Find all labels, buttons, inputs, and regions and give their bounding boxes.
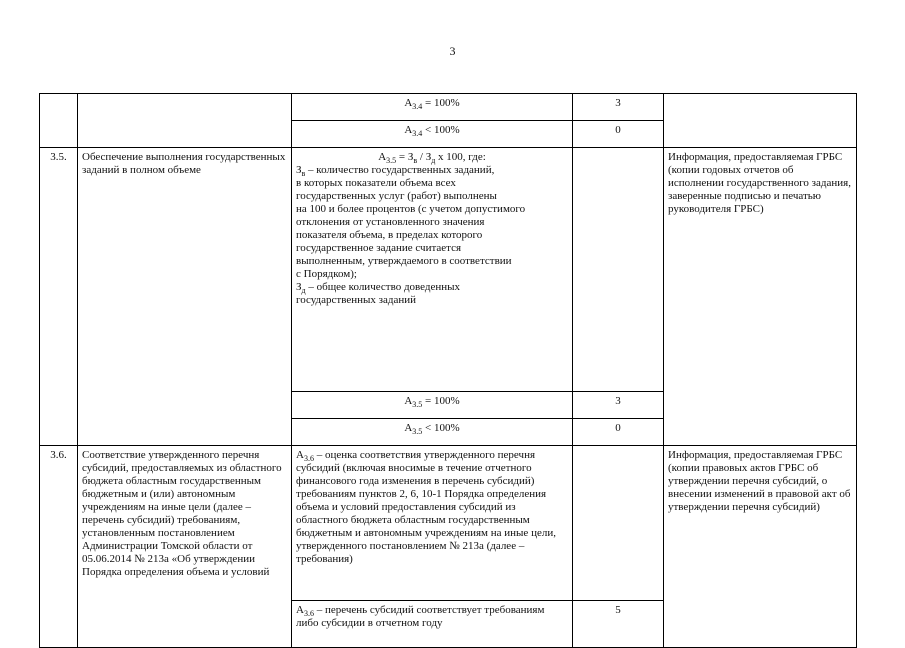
score-cell (573, 148, 664, 392)
score-cell: 3 (573, 392, 664, 419)
score-cell: 0 (573, 121, 664, 148)
source-cell: Информация, предоставляемая ГРБС (копии правовых актов ГРБС об утверждении перечня субсидий, о внесении изменений в правовой акт об утверждении перечня субсидий) (664, 446, 857, 648)
description-line: государственное задание считается (296, 242, 462, 254)
row-number-cell: 3.6. (40, 446, 78, 648)
formula-cell: $А_{3.6}$ – перечень субсидий соответствует требованиям либо субсидии в отчетном году (292, 601, 573, 648)
indicator-name-cell: Соответствие утвержденного перечня субсидий, предоставляемых из областного бюджета областным государственным бюджетным и (или) автономным учреждениям на иные цели (далее – перечень субсидий) требованиям, установленным постановлением Администрации Томской области от 05.06.2014 № 213а «Об утверждении Порядка определения объема и условий (78, 446, 292, 648)
formula-cell: $А_{3.5} = 100\%$ (292, 392, 573, 419)
description-line: показателя объема, в пределах которого (296, 229, 483, 241)
page-number: 3 (449, 44, 456, 58)
score-cell (573, 446, 664, 601)
formula-cell: $А_{3.5} < 100\%$ (292, 419, 573, 446)
table-row (40, 148, 857, 392)
table-row (40, 446, 857, 601)
formula-text: $А_{3.5} = З_в / З_д$ х 100, где: (378, 151, 486, 166)
formula-cell: $А_{3.4} = 100\%$ (292, 94, 573, 121)
description-line: отклонения от установленного значения (296, 216, 485, 228)
description-line: государственных услуг (работ) выполнены (296, 190, 497, 202)
description-line: выполненным, утверждаемого в соответствии (296, 255, 512, 267)
description-line: $З_в$ – количество государственных заданий, (296, 164, 495, 179)
row-number-cell: 3.5. (40, 148, 78, 446)
table-row (40, 94, 857, 121)
description-line: $З_д$ – общее количество доведенных (296, 281, 461, 296)
description-line: государственных заданий (296, 294, 417, 306)
description-line: в которых показатели объема всех (296, 177, 456, 189)
criteria-table (39, 93, 857, 648)
source-cell (664, 94, 857, 148)
description-line: с Порядком); (296, 268, 357, 280)
score-cell: 5 (573, 601, 664, 648)
indicator-name-cell (78, 94, 292, 148)
description-line: на 100 и более процентов (с учетом допустимого (296, 203, 526, 215)
indicator-name-cell: Обеспечение выполнения государственных заданий в полном объеме (78, 148, 292, 446)
score-cell: 0 (573, 419, 664, 446)
source-cell: Информация, предоставляемая ГРБС (копии годовых отчетов об исполнении государственного задания, заверенные подписью и печатью руководителя ГРБС) (664, 148, 857, 446)
formula-description-cell: $А_{3.6}$ – оценка соответствия утвержденного перечня субсидий (включая вносимые в течение отчетного финансового года изменения в перечень субсидий) требованиям пунктов 2, 6, 10-1 Порядка определения объема и условий предоставления субсидий из областного бюджета областным государственным бюджетным и автономным учреждениям на иные цели, утвержденного постановлением № 213а (далее – требования) (292, 446, 573, 601)
score-cell: 3 (573, 94, 664, 121)
formula-description-cell (292, 148, 573, 392)
row-number-cell (40, 94, 78, 148)
formula-cell: $А_{3.4} < 100\%$ (292, 121, 573, 148)
